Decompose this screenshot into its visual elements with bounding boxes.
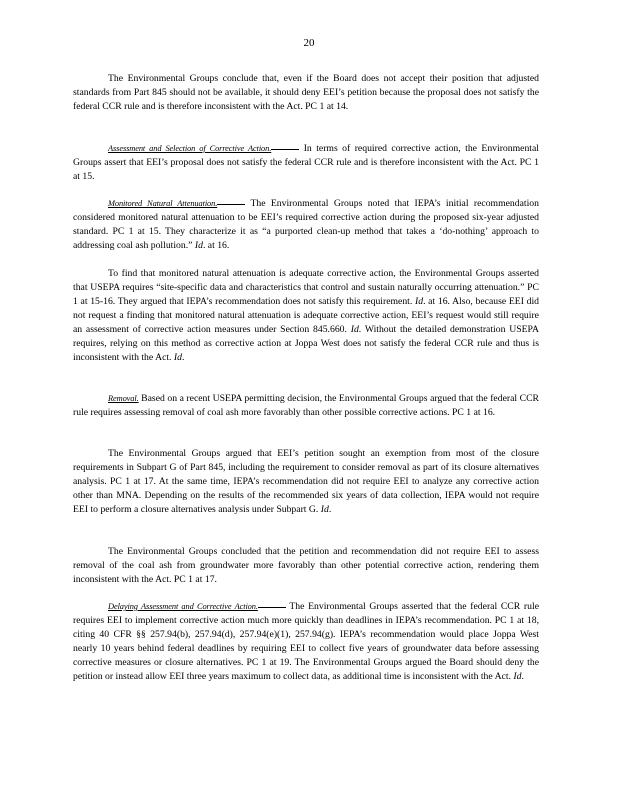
heading-underline — [258, 606, 286, 608]
paragraph-text: . — [521, 671, 524, 682]
section-heading: Delaying Assessment and Corrective Action. — [108, 602, 258, 611]
paragraph-text: The Environmental Groups conclude that, even if the Board does not accept their position that adjusted standards from Part 845 should not be available, it should deny EEI’s petition because the proposal does not satisfy the federal CCR rule and is therefore inconsistent with the Act. PC 1 at 14. — [73, 73, 539, 112]
paragraph-text: In terms of required corrective action, the Environmental Groups assert that EEI’s proposal does not satisfy the federal CCR rule and is therefore inconsistent with the Act. PC 1 at 15. — [73, 143, 539, 182]
paragraph-text: Based on a recent USEPA permitting decision, the Environmental Groups argued that the federal CCR rule requires assessing removal of coal ash more favorably than other possible corrective actions. PC 1 at 16. — [73, 393, 540, 418]
heading-underline — [271, 148, 299, 150]
paragraph-text: . — [328, 504, 332, 515]
section-heading: Monitored Natural Attenuation. — [108, 199, 218, 208]
paragraph-conclusion-deny-petition — [73, 72, 539, 114]
citation-id: Id — [320, 504, 329, 515]
paragraph-closure-exemption — [73, 447, 539, 517]
section-heading: Assessment and Selection of Corrective Action. — [108, 144, 272, 153]
paragraph-delaying-assessment — [73, 600, 539, 684]
paragraph-text: The Environmental Groups noted that IEPA’s initial recommendation considered monitored natural attenuation to be EEI’s required corrective action during the proposed six-year adjusted standard. PC 1 at 15. They characterize it as “a purported clean-up method that takes a ‘do-nothing’ approach to addressing coal ash pollution.” — [73, 198, 539, 251]
paragraph-removal — [73, 392, 539, 420]
paragraph-removal-conclusion — [73, 545, 539, 587]
paragraph-assessment-selection — [73, 142, 539, 184]
paragraph-text: The Environmental Groups argued that EEI’s petition sought an exemption from most of the closure requirements in Subpart G of Part 845, including the requirement to consider removal as part of its closure alternatives analysis. PC 1 at 17. At the same time, IEPA’s recommendation did not require EEI to analyze any corrective action other than MNA. Depending on the results of the recommended six years of data collection, IEPA would not require EEI to perform a closure alternatives analysis under Subpart G. — [73, 448, 539, 515]
citation-id: Id — [513, 671, 522, 682]
page-number: 20 — [303, 37, 315, 49]
paragraph-text: The Environmental Groups concluded that the petition and recommendation did not require EEI to assess removal of the coal ash from groundwater more favorably than other potential corrective action, rendering them inconsistent with the Act. PC 1 at 17. — [73, 546, 539, 585]
citation-id: Id — [414, 296, 424, 307]
section-heading: Removal. — [108, 394, 139, 403]
paragraph-text: . — [181, 352, 185, 363]
paragraph-text: . at 16. Also, because EEI did not request a finding that monitored natural attenuation is adequate corrective action, EEI’s request would still require an assessment of corrective action measures under Section 845.660. — [73, 296, 539, 335]
citation-id: Id — [173, 352, 182, 363]
citation-id: Id — [350, 324, 359, 335]
paragraph-text: The Environmental Groups asserted that the federal CCR rule requires EEI to implement corrective action much more quickly than deadlines in IEPA’s recommendation. PC 1 at 18, citing 40 CFR §§ 257.94(b), 257.94(d), 257.94(e)(1), 257.94(g). IEPA’s recommendation would place Joppa West nearly 10 years behind federal deadlines by requiring EEI to collect five years of groundwater data before assessing corrective measures or closure alternatives. PC 1 at 19. The Environmental Groups argued the Board should deny the petition or instead allow EEI three years maximum to collect data, as additional time is inconsistent with the Act. — [73, 601, 539, 682]
paragraph-text: . Without the detailed demonstration USEPA requires, relying on this method as corrective action at Joppa West does not satisfy the federal CCR rule and thus is inconsistent with the Act. — [73, 324, 539, 363]
heading-underline — [217, 203, 245, 205]
paragraph-text: To find that monitored natural attenuation is adequate corrective action, the Environmental Groups asserted that USEPA requires “site-specific data and characteristics that control and sustain naturally occurring attenuation.” PC 1 at 15-16. They argued that IEPA’s recommendation does not satisfy this requirement. — [73, 268, 539, 307]
paragraph-mna-adequacy — [73, 267, 539, 365]
paragraph-text: . at 16. — [202, 240, 230, 251]
paragraph-monitored-natural-attenuation — [73, 197, 539, 253]
citation-id: Id — [194, 240, 203, 251]
